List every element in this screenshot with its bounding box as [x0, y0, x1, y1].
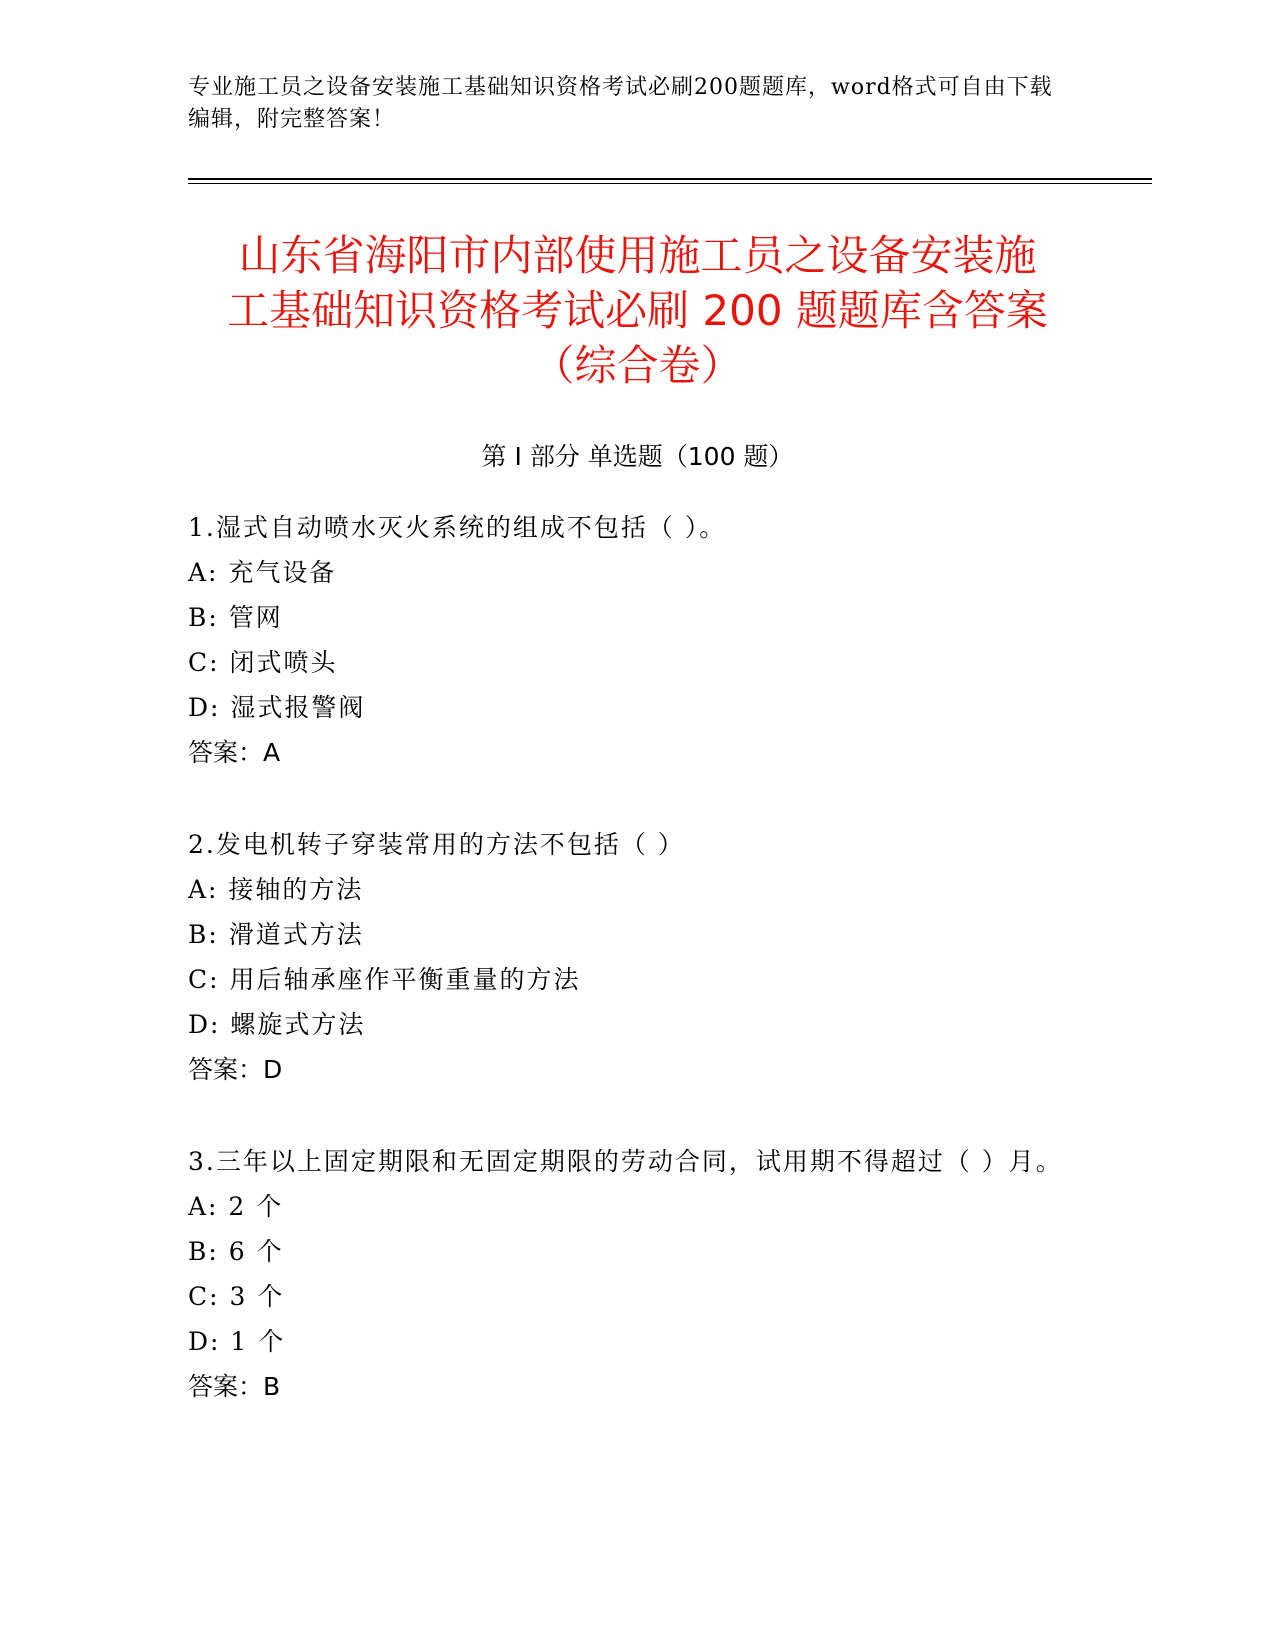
header-rule-thin [188, 183, 1152, 184]
option-d: D: 湿式报警阀 [188, 693, 366, 722]
question-stem: 1.湿式自动喷水灭火系统的组成不包括（ ）。 [188, 513, 727, 542]
question-stem: 3.三年以上固定期限和无固定期限的劳动合同，试用期不得超过（ ）月。 [188, 1147, 1063, 1176]
question-3 [188, 1139, 1068, 1409]
option-b: B: 6 个 [188, 1237, 284, 1266]
option-c: C: 闭式喷头 [188, 648, 338, 677]
title-line-3: （综合卷） [532, 341, 743, 390]
question-2 [188, 822, 1068, 1092]
option-b: B: 滑道式方法 [188, 920, 364, 949]
answer: 答案：B [188, 1372, 281, 1401]
question-1 [188, 505, 1068, 775]
header-rule-thick [188, 178, 1152, 180]
title-line-1: 山东省海阳市内部使用施工员之设备安装施 [238, 231, 1037, 280]
option-a: A: 充气设备 [188, 558, 337, 587]
option-a: A: 接轴的方法 [188, 875, 364, 904]
option-c: C: 用后轴承座作平衡重量的方法 [188, 965, 581, 994]
option-d: D: 螺旋式方法 [188, 1010, 366, 1039]
option-d: D: 1 个 [188, 1327, 286, 1356]
header-note: 专业施工员之设备安装施工基础知识资格考试必刷200题题库，word格式可自由下载编辑，附完整答案！ [188, 75, 1053, 132]
question-stem: 2.发电机转子穿装常用的方法不包括（ ） [188, 830, 685, 859]
document-title [150, 228, 1125, 393]
title-line-2: 工基础知识资格考试必刷 200 题题库含答案 [227, 286, 1048, 335]
answer: 答案：D [188, 1055, 283, 1084]
option-a: A: 2 个 [188, 1192, 284, 1221]
option-c: C: 3 个 [188, 1282, 285, 1311]
answer: 答案：A [188, 738, 281, 767]
option-b: B: 管网 [188, 603, 283, 632]
section-heading: 第 I 部分 单选题（100 题） [481, 442, 794, 471]
